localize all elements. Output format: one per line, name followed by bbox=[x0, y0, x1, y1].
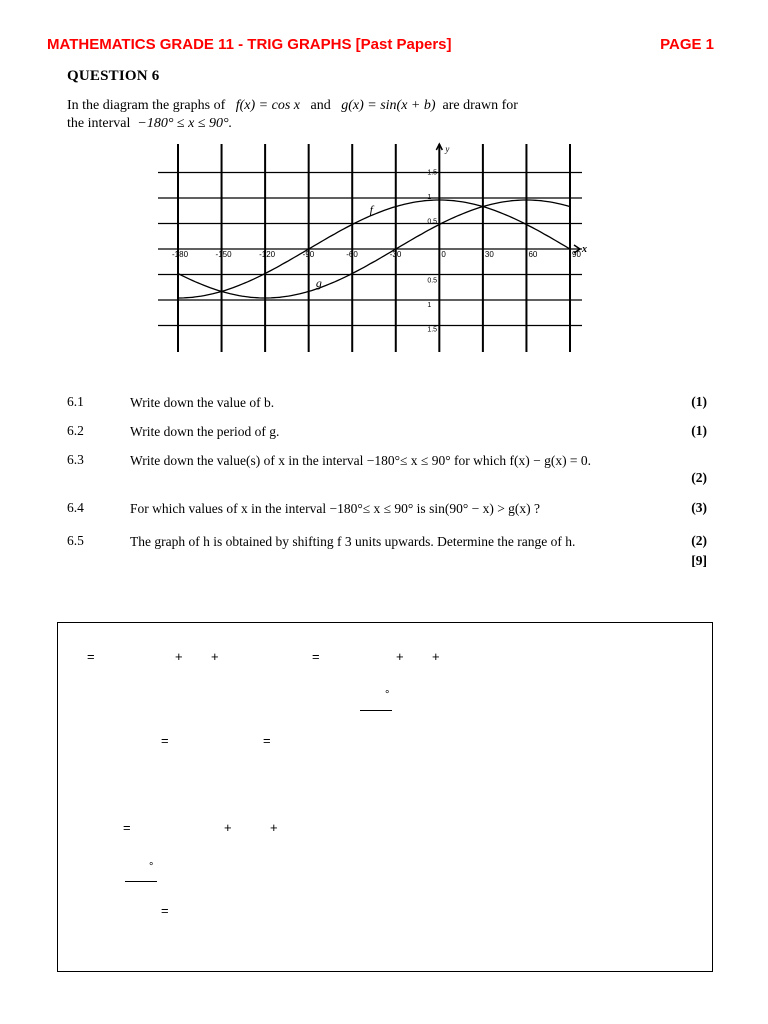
page-header-title: MATHEMATICS GRADE 11 - TRIG GRAPHS [Past Papers] bbox=[47, 36, 452, 53]
y-tick-label: 0.5 bbox=[427, 277, 438, 285]
answer-symbol: + bbox=[175, 649, 183, 664]
f-curve-label: f bbox=[369, 202, 373, 217]
intro-prefix: In the diagram the graphs of bbox=[67, 98, 226, 113]
question-text: Write down the period of g. bbox=[130, 424, 280, 439]
question-text: For which values of x in the interval −180°≤ x ≤ 90° is sin(90° − x) > g(x) ? bbox=[130, 501, 541, 516]
question-text: Write down the value(s) of x in the interval −180°≤ x ≤ 90° for which f(x) − g(x) = 0. bbox=[130, 453, 592, 468]
question-marks: (2) bbox=[691, 533, 707, 548]
question-number: 6.4 bbox=[67, 500, 84, 515]
answer-symbol: = bbox=[263, 733, 271, 748]
trig-graph bbox=[150, 138, 590, 356]
answer-symbol: = bbox=[161, 903, 169, 918]
question-text: Write down the value of b. bbox=[130, 395, 275, 410]
answer-symbol: + bbox=[270, 820, 278, 835]
answer-symbol: + bbox=[432, 649, 440, 664]
x-tick-label: 90 bbox=[572, 250, 581, 259]
question-number: 6.3 bbox=[67, 452, 84, 467]
x-tick-label: -120 bbox=[259, 250, 276, 259]
answer-symbol: = bbox=[123, 820, 131, 835]
x-tick-label: 0 bbox=[441, 250, 446, 259]
answer-symbol: ° bbox=[385, 689, 390, 701]
question-number: 6.1 bbox=[67, 394, 84, 409]
intro-and: and bbox=[310, 98, 331, 113]
intro-suffix: are drawn for bbox=[442, 98, 518, 113]
g-definition: g(x) = sin(x + b) bbox=[341, 98, 436, 113]
answer-symbol: = bbox=[312, 649, 320, 664]
question-marks: (1) bbox=[691, 394, 707, 409]
answer-symbol: = bbox=[87, 649, 95, 664]
y-tick-label: 1 bbox=[427, 194, 432, 201]
x-tick-label: -180 bbox=[172, 250, 189, 259]
y-tick-label: 1.5 bbox=[427, 169, 438, 177]
question-number: 6.5 bbox=[67, 533, 84, 548]
intro-interval: −180° ≤ x ≤ 90°. bbox=[137, 116, 233, 131]
f-definition: f(x) = cos x bbox=[235, 98, 300, 113]
question-intro-line2 bbox=[67, 116, 232, 132]
answer-symbol: ° bbox=[149, 861, 154, 873]
x-tick-label: -30 bbox=[389, 250, 402, 259]
answer-symbol: = bbox=[161, 733, 169, 748]
x-tick-label: -60 bbox=[346, 250, 358, 259]
intro-line2-prefix: the interval bbox=[67, 116, 131, 131]
g-curve-label: g bbox=[315, 276, 322, 291]
page-number: PAGE 1 bbox=[660, 36, 714, 53]
question-marks: (3) bbox=[691, 500, 707, 515]
answer-box bbox=[57, 622, 713, 972]
x-tick-label: 30 bbox=[484, 250, 494, 259]
fraction-bar bbox=[125, 881, 157, 882]
question-title: QUESTION 6 bbox=[67, 68, 160, 84]
fraction-bar bbox=[360, 710, 392, 711]
y-axis-label: y bbox=[445, 144, 450, 154]
answer-symbol: + bbox=[224, 820, 232, 835]
answer-symbol: + bbox=[211, 649, 219, 664]
answer-symbol: + bbox=[396, 649, 404, 664]
x-tick-label: -90 bbox=[302, 250, 315, 259]
question-number: 6.2 bbox=[67, 423, 84, 438]
y-tick-label: 1 bbox=[427, 302, 432, 309]
total-marks: [9] bbox=[691, 553, 707, 568]
x-tick-label: 60 bbox=[528, 250, 538, 259]
x-axis-label: x bbox=[582, 244, 587, 255]
question-marks: (1) bbox=[691, 423, 707, 438]
x-tick-label: -150 bbox=[215, 250, 232, 259]
question-intro-line1 bbox=[67, 98, 518, 114]
y-tick-label: 1.5 bbox=[427, 326, 438, 334]
question-text: The graph of h is obtained by shifting f 3 units upwards. Determine the range of h. bbox=[130, 534, 576, 549]
question-marks: (2) bbox=[691, 470, 707, 485]
y-tick-label: 0.5 bbox=[427, 218, 438, 226]
